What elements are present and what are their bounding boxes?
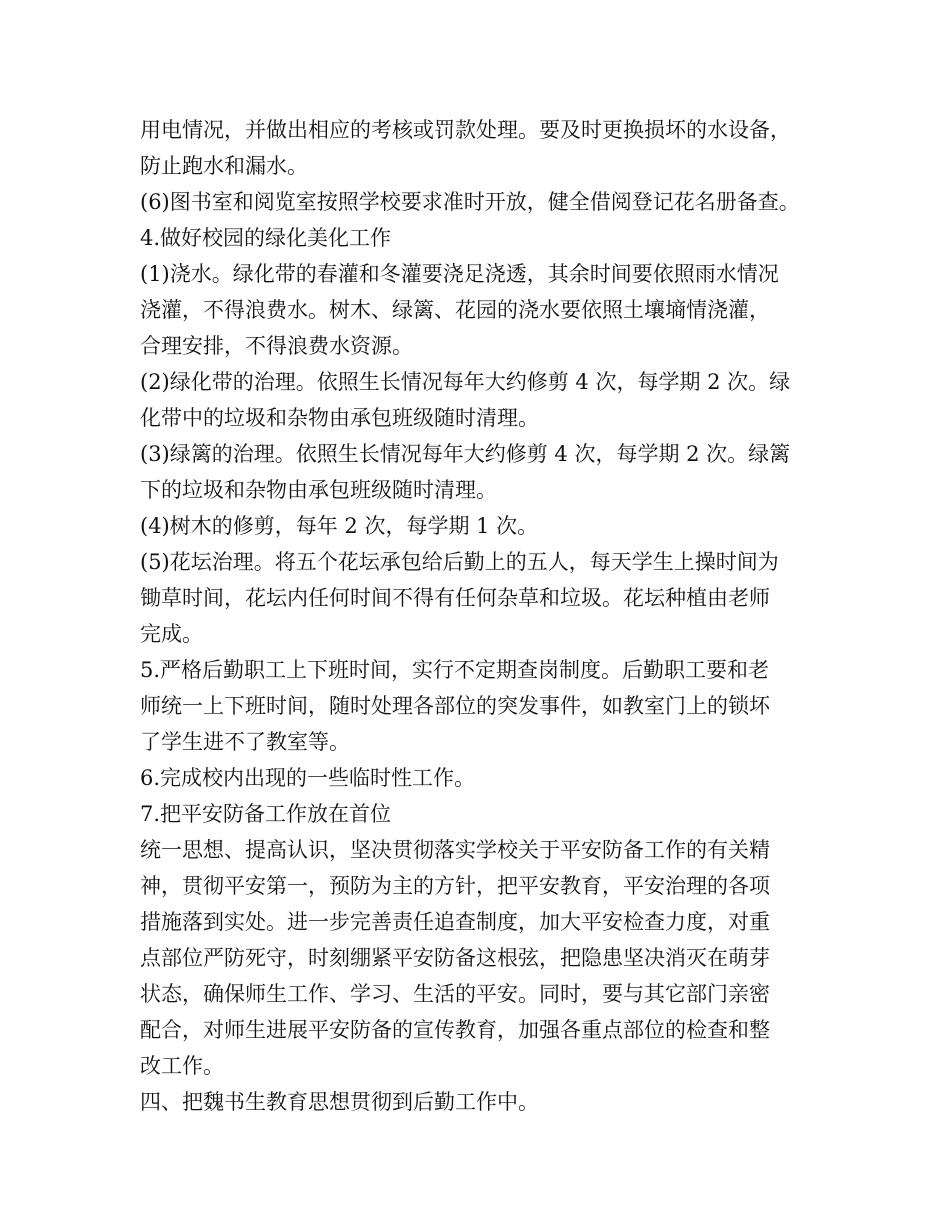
- section-heading: 4.做好校园的绿化美化工作: [140, 226, 392, 250]
- text-line: 6.完成校内出现的一些临时性工作。: [140, 766, 476, 790]
- text-line: 了学生进不了教室等。: [140, 730, 350, 754]
- text-line: (6)图书室和阅览室按照学校要求准时开放，健全借阅登记花名册备查。: [140, 190, 800, 214]
- text-line: 化带中的垃圾和杂物由承包班级随时清理。: [140, 406, 539, 430]
- text-line: (1)浇水。绿化带的春灌和冬灌要浇足浇透，其余时间要依照雨水情况: [140, 262, 779, 286]
- text-line: 锄草时间，花坛内任何时间不得有任何杂草和垃圾。花坛种植由老师: [140, 586, 770, 610]
- text-line: 神，贯彻平安第一，预防为主的方针，把平安教育，平安治理的各项: [140, 874, 770, 898]
- text-line: 防止跑水和漏水。: [140, 154, 308, 178]
- text-line: 改工作。: [140, 1054, 224, 1078]
- text-line: 5.严格后勤职工上下班时间，实行不定期查岗制度。后勤职工要和老: [140, 658, 770, 682]
- text-line: 状态，确保师生工作、学习、生活的平安。同时，要与其它部门亲密: [140, 982, 770, 1006]
- text-line: 完成。: [140, 622, 203, 646]
- text-line: 统一思想、提高认识，坚决贯彻落实学校关于平安防备工作的有关精: [140, 838, 770, 862]
- section-heading: 四、把魏书生教育思想贯彻到后勤工作中。: [140, 1090, 539, 1114]
- text-line: 措施落到实处。进一步完善责任追查制度，加大平安检查力度，对重: [140, 910, 770, 934]
- text-line: (5)花坛治理。将五个花坛承包给后勤上的五人，每天学生上操时间为: [140, 550, 779, 574]
- text-line: 用电情况，并做出相应的考核或罚款处理。要及时更换损坏的水设备，: [140, 118, 791, 142]
- text-line: (2)绿化带的治理。依照生长情况每年大约修剪 4 次，每学期 2 次。绿: [140, 370, 791, 394]
- text-line: 下的垃圾和杂物由承包班级随时清理。: [140, 478, 497, 502]
- text-line: 合理安排，不得浪费水资源。: [140, 334, 413, 358]
- text-line: 师统一上下班时间，随时处理各部位的突发事件，如教室门上的锁坏: [140, 694, 770, 718]
- section-heading: 7.把平安防备工作放在首位: [140, 802, 392, 826]
- text-line: 点部位严防死守，时刻绷紧平安防备这根弦，把隐患坚决消灭在萌芽: [140, 946, 770, 970]
- text-line: (4)树木的修剪，每年 2 次，每学期 1 次。: [140, 514, 539, 538]
- text-line: 浇灌，不得浪费水。树木、绿篱、花园的浇水要依照土壤墒情浇灌，: [140, 298, 770, 322]
- text-line: 配合，对师生进展平安防备的宣传教育，加强各重点部位的检查和整: [140, 1018, 770, 1042]
- text-line: (3)绿篱的治理。依照生长情况每年大约修剪 4 次，每学期 2 次。绿篱: [140, 442, 791, 466]
